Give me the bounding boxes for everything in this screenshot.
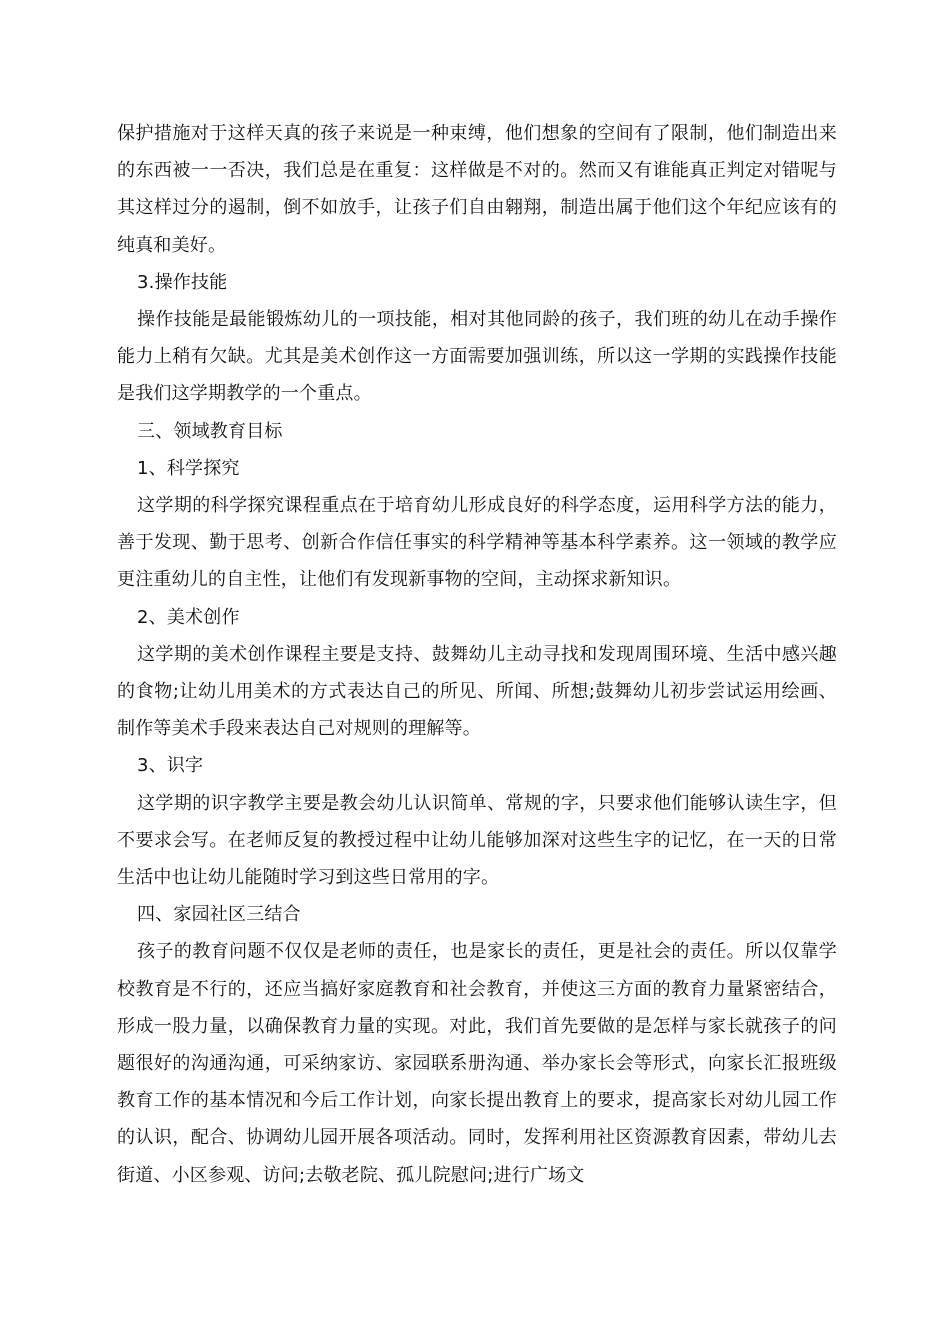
section-heading-domain-goals: 三、领域教育目标: [137, 420, 283, 442]
paragraph-science-inquiry: 这学期的科学探究课程重点在于培育幼儿形成良好的科学态度，运用科学方法的能力，善于发现、勤于思考、创新合作信任事实的科学精神等基本科学素养。这一领域的教学应更注重幼儿的自主性，让他们有发现新事物的空间，主动探求新知识。: [117, 495, 837, 591]
subheading-literacy: 3、识字: [137, 755, 204, 777]
section-heading-home-community: 四、家园社区三结合: [137, 904, 301, 926]
document-page: [117, 115, 837, 1194]
paragraph-continued: 保护措施对于这样天真的孩子来说是一种束缚，他们想象的空间有了限制，他们制造出来的东西被一一否决，我们总是在重复：这样做是不对的。然而又有谁能真正判定对错呢与其这样过分的遏制，倒不如放手，让孩子们自由翱翔，制造出属于他们这个年纪应该有的纯真和美好。: [117, 123, 837, 256]
subheading-art-creation: 2、美术创作: [137, 606, 240, 628]
paragraph-art-creation: 这学期的美术创作课程主要是支持、鼓舞幼儿主动寻找和发现周围环境、生活中感兴趣的食物;让幼儿用美术的方式表达自己的所见、所闻、所想;鼓舞幼儿初步尝试运用绘画、制作等美术手段来表达自己对规则的理解等。: [117, 643, 837, 740]
subheading-operation-skills: 3.操作技能: [137, 271, 228, 293]
paragraph-home-community: 孩子的教育问题不仅仅是老师的责任，也是家长的责任，更是社会的责任。所以仅靠学校教育是不行的，还应当搞好家庭教育和社会教育，并使这三方面的教育力量紧密结合，形成一股力量，以确保教育力量的实现。对此，我们首先要做的是怎样与家长就孩子的问题很好的沟通沟通，可采纳家访、家园联系册沟通、举办家长会等形式，向家长汇报班级教育工作的基本情况和今后工作计划，向家长提出教育上的要求，提高家长对幼儿园工作的认识，配合、协调幼儿园开展各项活动。同时，发挥利用社区资源教育因素，带幼儿去街道、小区参观、访问;去敬老院、孤儿院慰问;进行广场文: [117, 941, 837, 1186]
paragraph-literacy: 这学期的识字教学主要是教会幼儿认识简单、常规的字，只要求他们能够认读生字，但不要求会写。在老师反复的教授过程中让幼儿能够加深对这些生字的记忆，在一天的日常生活中也让幼儿能随时学习到这些日常用的字。: [117, 792, 837, 889]
paragraph-operation-skills: 操作技能是最能锻炼幼儿的一项技能，相对其他同龄的孩子，我们班的幼儿在动手操作能力上稍有欠缺。尤其是美术创作这一方面需要加强训练，所以这一学期的实践操作技能是我们这学期教学的一个重点。: [117, 309, 837, 405]
subheading-science-inquiry: 1、科学探究: [137, 457, 240, 479]
